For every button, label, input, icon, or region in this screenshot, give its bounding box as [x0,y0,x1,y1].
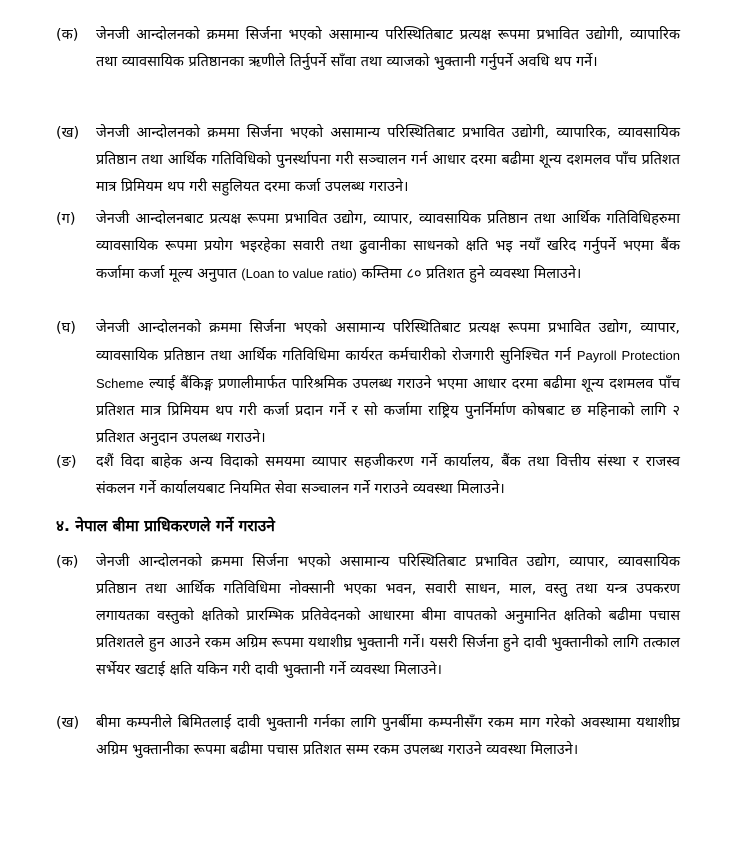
list-item [56,549,680,684]
item-marker: (घ) [56,320,76,336]
item-text: जेनजी आन्दोलनबाट प्रत्यक्ष रूपमा प्रभावित उद्योग, व्यापार, व्यावसायिक प्रतिष्ठान तथा आर्थिक गतिविधिहरुमा व्यावसायिक रूपमा प्रयोग भइरहेका सवारी तथा ढुवानीका साधनको क्षति भइ नयाँ खरिद गर्नुपर्ने भएमा बैंक कर्जामा कर्जा मूल्य अनुपात [96,211,680,282]
item-text-continued: ल्याई बैंकिङ्ग प्रणालीमार्फत पारिश्रमिक उपलब्ध गराउने भएमा आधार दरमा बढीमा शून्य दशमलव पाँच प्रतिशत मात्र प्रिमियम थप गरी कर्जा प्रदान गर्ने र सो कर्जामा राष्ट्रिय पुनर्निर्माण कोषबाट छ महिनाको लागि २ प्रतिशत अनुदान उपलब्ध गराउने। [96,376,680,446]
section-heading: ४. नेपाल बीमा प्राधिकरणले गर्ने गराउने [56,517,275,535]
item-text-continued: कम्तिमा ८० प्रतिशत हुने व्यवस्था मिलाउने। [356,266,582,282]
item-marker: (ख) [56,125,80,141]
item-marker: (क) [56,554,79,570]
loan-to-value-term: (Loan to value ratio) [241,266,357,281]
list-item [56,315,680,452]
list-item [56,22,680,76]
list-item [56,710,680,764]
item-text: जेनजी आन्दोलनको क्रममा सिर्जना भएको असामान्य परिस्थितिबाट प्रत्यक्ष रूपमा प्रभावित उद्योगी, व्यापारिक तथा व्यावसायिक प्रतिष्ठानका ऋणीले तिर्नुपर्ने साँवा तथा व्याजको भुक्तानी गर्नुपर्ने अवधि थप गर्ने। [96,27,680,70]
item-text: दशैं विदा बाहेक अन्य विदाको समयमा व्यापार सहजीकरण गर्ने कार्यालय, बैंक तथा वित्तीय संस्था र राजस्व संकलन गर्ने कार्यालयबाट नियमित सेवा सञ्चालन गर्ने गराउने व्यवस्था मिलाउने। [96,454,680,497]
list-item [56,449,680,503]
list-item [56,120,680,201]
item-marker: (ग) [56,211,76,227]
item-text: बीमा कम्पनीले बिमितलाई दावी भुक्तानी गर्नका लागि पुनर्बीमा कम्पनीसँग रकम माग गरेको अवस्थामा यथाशीघ्र अग्रिम भुक्तानीका रूपमा बढीमा पचास प्रतिशत सम्म रकम उपलब्ध गराउने व्यवस्था मिलाउने। [96,715,680,758]
item-marker: (ख) [56,715,80,731]
list-item [56,206,680,288]
item-text: जेनजी आन्दोलनको क्रममा सिर्जना भएको असामान्य परिस्थितिबाट प्रभावित उद्योग, व्यापार, व्यावसायिक प्रतिष्ठान तथा आर्थिक गतिविधिमा नोक्सानी भएका भवन, सवारी साधन, माल, वस्तु तथा यन्त्र उपकरण लगायतका वस्तुको क्षतिको प्रारम्भिक प्रतिवेदनको आधारमा बीमा वापतको अनुमानित क्षतिको बढीमा पचास प्रतिशतले हुन आउने रकम अग्रिम रूपमा यथाशीघ्र भुक्तानी गर्ने। यसरी सिर्जना हुने दावी भुक्तानीको लागि तत्काल सर्भेयर खटाई क्षति यकिन गरी दावी भुक्तानी गर्ने व्यवस्था मिलाउने। [96,554,680,678]
item-text: जेनजी आन्दोलनको क्रममा सिर्जना भएको असामान्य परिस्थितिबाट प्रत्यक्ष रूपमा प्रभावित उद्योग, व्यापार, व्यावसायिक प्रतिष्ठान तथा आर्थिक गतिविधिमा कार्यरत कर्मचारीको रोजगारी सुनिश्चित गर्न [96,320,680,364]
item-marker: (ङ) [56,454,77,470]
item-text: जेनजी आन्दोलनको क्रममा सिर्जना भएको असामान्य परिस्थितिबाट प्रभावित उद्योगी, व्यापारिक, व्यावसायिक प्रतिष्ठान तथा आर्थिक गतिविधिको पुनर्स्थापना गरी सञ्चालन गर्न आधार दरमा बढीमा शून्य दशमलव पाँच प्रतिशत मात्र प्रिमियम थप गरी सहुलियत दरमा कर्जा उपलब्ध गराउने। [96,125,680,195]
payroll-protection-term: Payroll Protection Scheme [96,348,680,391]
item-marker: (क) [56,27,79,43]
